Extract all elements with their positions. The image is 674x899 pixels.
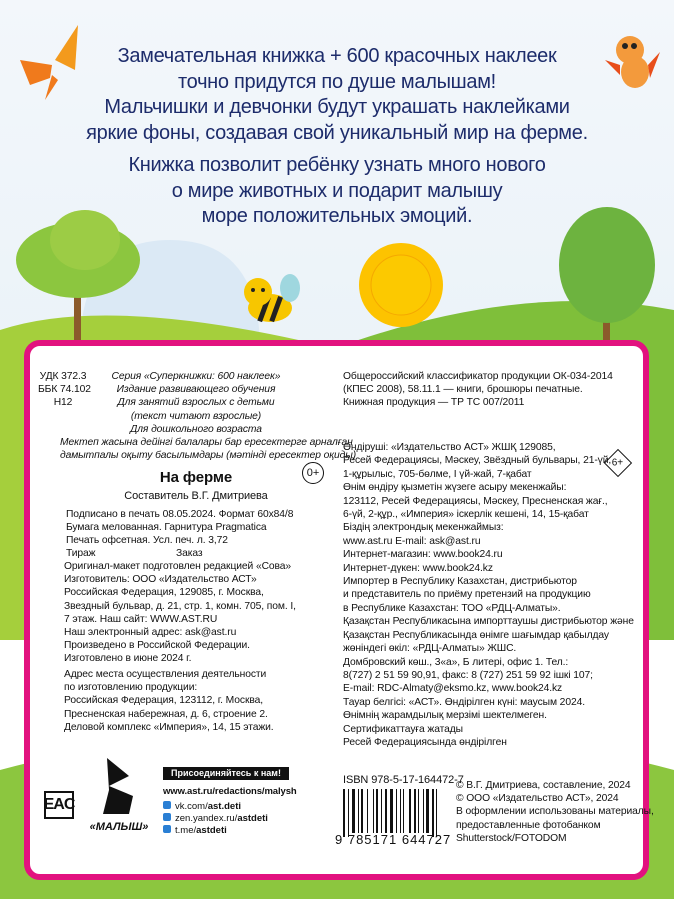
publisher-line: Российская Федерация, 129085, г. Москва, (64, 587, 264, 599)
publisher-line: Произведено в Российской Федерации. (64, 640, 250, 652)
publisher-line: Изготовитель: ООО «Издательство АСТ» (64, 574, 257, 586)
malysh-logo-icon (99, 756, 139, 816)
copyright (456, 779, 654, 845)
series-line: Серия «Суперкнижки: 600 наклеек» (111, 371, 281, 382)
social-link[interactable] (163, 801, 268, 813)
kazakh-line: 123112, Ресей Федерациясы, Мәскеу, Пресненская жағ., (343, 495, 608, 507)
kazakh-line: Қазақстан Республикасында өнімге шағымдар қабылдау (343, 629, 609, 641)
kazakh-line: жөніндегі өкіл: «РДЦ-Алматы» ЖШС. (343, 643, 517, 655)
social-link-prefix: t.me/ (175, 825, 197, 836)
barcode-bar (376, 789, 378, 833)
tirazh-label: Тираж (66, 548, 96, 559)
publisher-line: Наш электронный адрес: ask@ast.ru (64, 627, 237, 639)
kazakh-line: в Республике Казахстан: ТОО «РДЦ-Алматы». (343, 602, 561, 614)
publisher-line: 7 этаж. Наш сайт: WWW.AST.RU (64, 613, 218, 625)
description-paragraph-1: Замечательная книжка + 600 красочных наклеек точно придутся по душе малышам! Мальчишки и девчонки будут украшать наклейками яркие фоны, создавая свой уникальный мир на ферме. (86, 45, 588, 144)
barcode-bar (343, 789, 345, 837)
barcode-bar (418, 789, 419, 833)
series-line: Издание развивающего обучения (116, 384, 276, 396)
social-link[interactable] (163, 813, 268, 825)
telegram-icon (163, 825, 171, 833)
description-paragraph-2: Книжка позволит ребёнку узнать много нового о мире животных и подарит малышу море положительных эмоций. (128, 154, 546, 227)
social-link[interactable] (163, 825, 268, 837)
barcode-bar (436, 789, 437, 837)
kazakh-line: Импортер в Республику Казахстан, дистрибьютор (343, 576, 577, 588)
address-line: Деловой комплекс «Империя», 14, 15 этажи. (64, 721, 274, 733)
kazakh-line: 1-құрылыс, 705-бөлме, I үй-жай, 7-қабат (343, 468, 532, 480)
barcode-bar (414, 789, 416, 833)
classifier-line: (КПЕС 2008), 58.11.1 — книги, брошюры печатные. (343, 384, 583, 396)
barcode-bar (373, 789, 374, 833)
address-line: Адрес места осуществления деятельности (64, 669, 267, 680)
classifier-line: Общероссийский классификатор продукции ОК-034-2014 (343, 371, 613, 382)
series-line: (текст читают взрослые) (130, 410, 262, 422)
copyright-line: Shutterstock/FOTODOM (456, 832, 567, 844)
isbn: ISBN 978-5-17-164472-7 (343, 774, 464, 786)
address-line: Пресненская набережная, д. 6, строение 2. (64, 708, 268, 720)
copyright-line: © ООО «Издательство АСТ», 2024 (456, 793, 619, 805)
bee-icon (244, 274, 300, 322)
kz-age-rating-badge: 6+ (604, 449, 632, 477)
series-line: Для дошкольного возраста (130, 423, 262, 435)
age-rating-badge: 0+ (302, 462, 324, 484)
kazakh-line: Интернет-магазин: www.book24.ru (343, 549, 503, 561)
copyright-line: предоставленные фотобанком (456, 819, 601, 831)
social-link-prefix: vk.com/ (175, 801, 208, 812)
detail-line: Подписано в печать 08.05.2024. Формат 60x84/8 (66, 509, 294, 520)
code-line: Н12 (53, 397, 73, 409)
compiler: Составитель В.Г. Дмитриева (124, 490, 268, 502)
barcode-bar (361, 789, 363, 833)
kazakh-line: 8(727) 2 51 59 90,91, факс: 8 (727) 251 59 92 ішкі 107; (343, 669, 593, 681)
print-details (66, 508, 293, 548)
barcode-bar (423, 789, 424, 833)
barcode-bar (381, 789, 382, 833)
kazakh-line: Біздің электрондық мекенжаймыз: (343, 522, 504, 534)
barcode-bar (396, 789, 397, 833)
kazakh-line: Ресей Федерациясы, Мәскеу, Звёздный бульвары, 21-үй, (343, 455, 612, 467)
barcode-bar (352, 789, 355, 833)
barcode-bar (426, 789, 429, 833)
kazakh-line: Домбровский көш., 3«а», Б литері, офис 1. Тел.: (343, 656, 569, 668)
publisher-info (64, 560, 296, 666)
barcode-bar (385, 789, 387, 833)
publisher-line: Изготовлено в июне 2024 г. (64, 653, 192, 665)
social-link-handle: astdeti (237, 813, 268, 824)
malysh-logo (84, 756, 154, 846)
kazakh-line: Сертификаттауға жатады (343, 723, 463, 735)
classifier-line: Книжная продукция — ТР ТС 007/2011 (343, 397, 525, 409)
code-line: УДК 372.3 (39, 371, 87, 382)
detail-line: Бумага мелованная. Гарнитура Pragmatica (66, 522, 267, 534)
series-line: Для занятий взрослых с детьми (117, 397, 275, 409)
social-link-prefix: zen.yandex.ru/ (175, 813, 238, 824)
kazakh-line: 6-үй, 2-құр., «Империя» іскерлік кешені, 14, 15-қабат (343, 509, 589, 521)
malysh-logo-text: «МАЛЫШ» (89, 821, 149, 833)
barcode-bar (358, 789, 359, 833)
copyright-line: В оформлении использованы материалы, (456, 806, 654, 818)
detail-line: Печать офсетная. Усл. печ. л. 3,72 (66, 535, 228, 547)
barcode-bar (432, 789, 434, 837)
address-line: по изготовлению продукции: (64, 682, 198, 694)
zen-icon (163, 813, 171, 821)
imprint-panel (24, 340, 654, 880)
kazakh-line: и представитель по приёму претензий на продукцию (343, 589, 591, 601)
barcode-digits: 9 785171 644727 (335, 832, 452, 847)
social-link-handle: ast.deti (207, 801, 241, 812)
website-link[interactable]: www.ast.ru/redactions/malysh (163, 786, 297, 797)
production-address (64, 668, 274, 734)
series-line: дамытпалы оқыту басылымдары (мәтінді ересектер оқиды) (60, 450, 357, 462)
kazakh-line: Өнім өндіру қызметін жүзеге асыру мекенжайы: (343, 482, 567, 494)
description (0, 44, 674, 237)
barcode-bar (409, 789, 411, 833)
join-us-banner: Присоединяйтесь к нам! (163, 767, 289, 780)
series-info (60, 370, 357, 462)
series-line: Мектеп жасына дейінгі балалары бар ересектерге арналған (60, 437, 353, 449)
kazakh-line: Ресей Федерациясында өндірілген (343, 736, 507, 748)
kazakh-line: Өндіруші: «Издательство АСТ» ЖШҚ 129085, (343, 442, 556, 453)
zakaz-label: Заказ (176, 548, 203, 559)
code-line: ББК 74.102 (38, 384, 91, 396)
kazakh-line: Қазақстан Республикасына импорттаушы дистрибьютор және (343, 616, 634, 628)
kazakh-line: Интернет-дүкен: www.book24.kz (343, 562, 493, 574)
kazakh-line: E-mail: RDC-Almaty@eksmo.kz, www.book24.kz (343, 683, 563, 695)
kazakh-line: www.ast.ru E-mail: ask@ast.ru (343, 535, 481, 547)
barcode-bar (390, 789, 393, 833)
copyright-line: © В.Г. Дмитриева, составление, 2024 (456, 780, 631, 791)
kazakh-line: Тауар белгісі: «АСТ». Өндірілген күні: маусым 2024. (343, 696, 585, 708)
barcode-bar (400, 789, 401, 833)
sun-icon (359, 243, 443, 327)
vk-icon (163, 801, 171, 809)
eac-mark-icon: EAC (44, 791, 74, 819)
barcode-bar (367, 789, 368, 833)
barcode-bar (403, 789, 404, 833)
address-line: Российская Федерация, 123112, г. Москва, (64, 695, 264, 707)
barcode-bar (348, 789, 349, 837)
product-classifier (343, 370, 613, 410)
kazakh-imprint (343, 441, 634, 749)
book-title: На ферме (159, 469, 233, 486)
social-links (163, 801, 268, 837)
publisher-line: Звездный бульвар, д. 21, стр. 1, комн. 705, пом. I, (64, 600, 296, 612)
kazakh-line: Өнімнің жарамдылық мерзімі шектелмеген. (343, 710, 547, 722)
social-link-handle: astdeti (196, 825, 227, 836)
barcode (343, 789, 461, 833)
publisher-line: Оригинал-макет подготовлен редакцией «Сова» (64, 561, 292, 572)
